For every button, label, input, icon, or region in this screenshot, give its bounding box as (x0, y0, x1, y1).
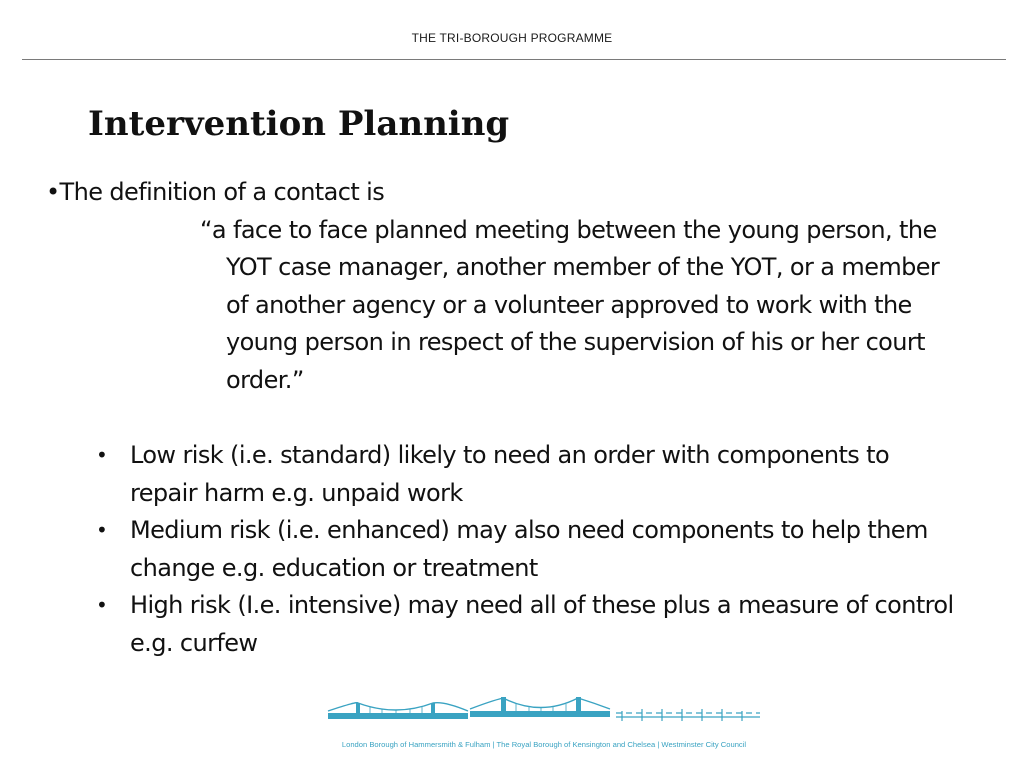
list-item (96, 512, 956, 587)
header-divider (22, 59, 1006, 60)
risk-bullet-text: Medium risk (i.e. enhanced) may also need components to help them change e.g. education or treatment (130, 516, 928, 582)
definition-lead: •The definition of a contact is (46, 178, 385, 206)
programme-header: THE TRI-BOROUGH PROGRAMME (411, 31, 613, 45)
bullet-icon: • (96, 443, 108, 467)
bullet-icon: • (96, 593, 108, 617)
risk-bullet-text: High risk (I.e. intensive) may need all of these plus a measure of control e.g. curfew (130, 591, 954, 657)
bullet-icon: • (96, 518, 108, 542)
definition-quote: “a face to face planned meeting between the young person, the YOT case manager, another member of the YOT, or a member of another agency or a volunteer approved to work with the young person in respect of the supervision of his or her court order.” (200, 215, 940, 394)
list-item (96, 437, 956, 512)
list-item (96, 587, 956, 662)
council-partners-caption: London Borough of Hammersmith & Fulham | The Royal Borough of Kensington and Chelsea | Westminster City Council (341, 740, 747, 749)
risk-bullet-text: Low risk (i.e. standard) likely to need an order with components to repair harm e.g. unpaid work (130, 441, 890, 507)
contact-definition (46, 174, 1006, 399)
risk-level-list (96, 437, 956, 662)
slide-title: Intervention Planning (88, 104, 510, 144)
